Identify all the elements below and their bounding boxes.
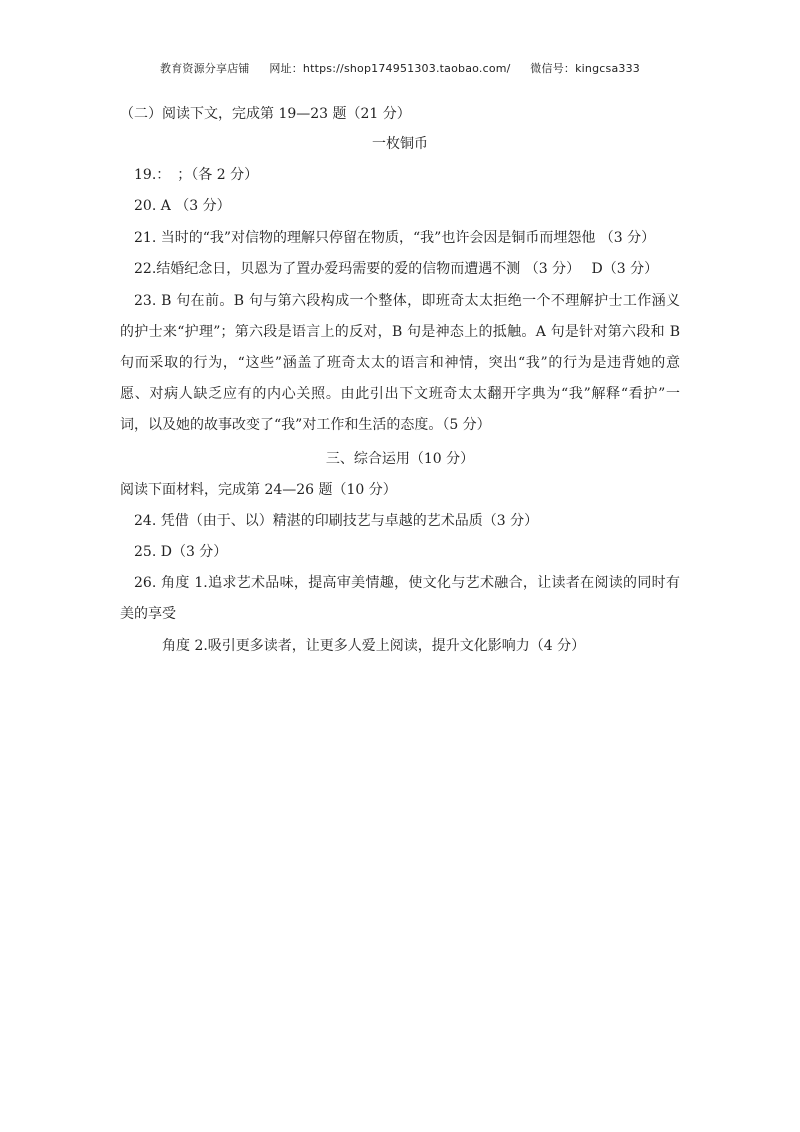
section-three-intro: 阅读下面材料，完成第 24—26 题（10 分） (120, 482, 397, 498)
answer-23: 23. B 句在前。B 句与第六段构成一个整体，即班奇太太拒绝一个不理解护士工作涵义的护士来“护理”；第六段是语言上的反对，B 句是神态上的抵触。A 句是针对第六段和 B 句而采取的行为，“这些”涵盖了班奇太太的语言和神情，突出“我”的行为是违背她的意愿、对病人缺乏应有的内心关照。由此引出下文班奇太太翻开字典为“我”解释“看护”一词，以及她的故事改变了“我”对工作和生活的态度。（5 分） (120, 293, 680, 433)
shop-url: 网址：https://shop174951303.taobao.com/ (269, 62, 511, 75)
answer-26-angle-2: 角度 2.吸引更多读者，让更多人爱上阅读，提升文化影响力（4 分） (162, 638, 586, 654)
answer-22: 22.结婚纪念日，贝恩为了置办爱玛需要的爱的信物而遭遇不测 （3 分） D（3 分） (134, 261, 659, 277)
wechat-id: 微信号：kingcsa333 (530, 62, 640, 75)
page-header (0, 60, 800, 76)
answer-24: 24. 凭借（由于、以）精湛的印刷技艺与卓越的艺术品质（3 分） (134, 513, 539, 529)
passage-title: 一枚铜币 (372, 136, 428, 152)
section-three-heading: 三、综合运用（10 分） (325, 451, 475, 467)
answer-26: 26. 角度 1.追求艺术品味，提高审美情趣，使文化与艺术融合，让读者在阅读的同时有美的享受 (120, 575, 680, 622)
section-two-heading: （二）阅读下文，完成第 19—23 题（21 分） (120, 106, 411, 122)
shop-name: 教育资源分享店铺 (160, 62, 250, 75)
answer-25: 25. D（3 分） (134, 544, 228, 560)
answer-21: 21. 当时的“我”对信物的理解只停留在物质，“我”也许会因是铜币而埋怨他 （3 分） (134, 230, 656, 246)
answer-20: 20. A （3 分） (134, 198, 231, 214)
answer-19: 19.： ；（各 2 分） (134, 167, 259, 183)
